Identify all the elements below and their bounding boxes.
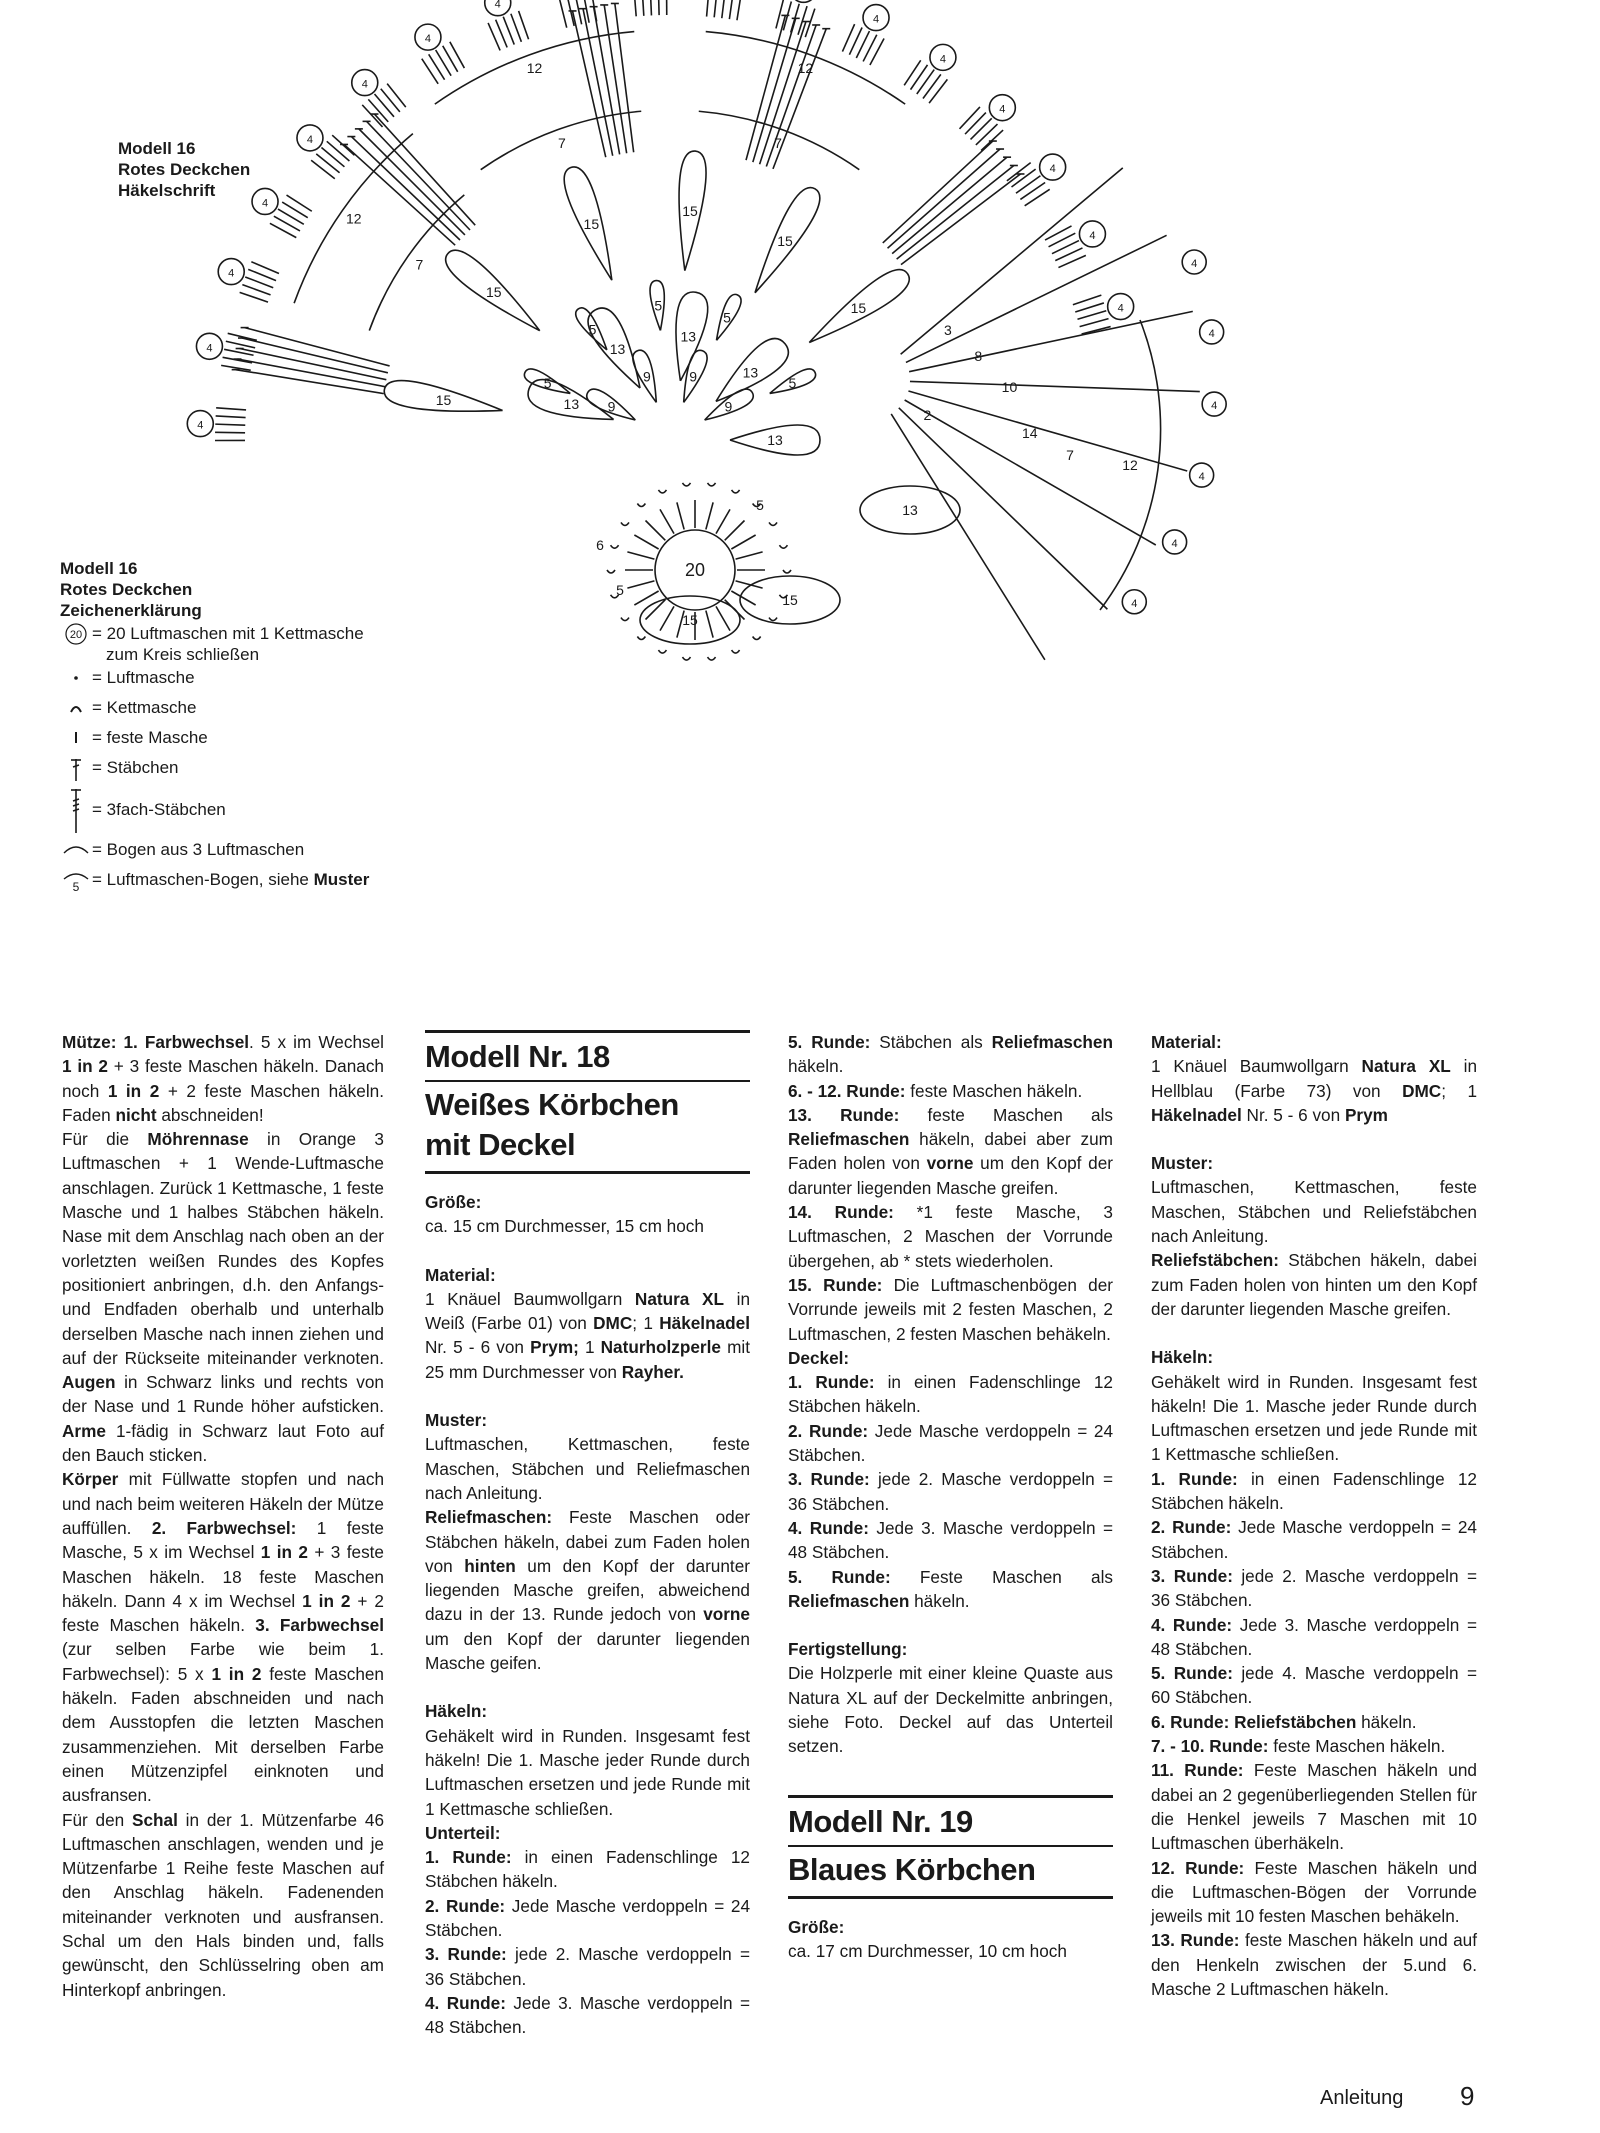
diagram-label: 7 [558, 135, 566, 152]
diagram-stroke [910, 381, 1200, 391]
triple-treble-icon [66, 787, 86, 835]
diagram-stroke [888, 149, 1001, 248]
diagram-stroke [575, 0, 581, 24]
diagram-label: 9 [643, 368, 651, 385]
diagram-stroke [929, 79, 947, 103]
diagram-label: 5 [588, 321, 597, 338]
diagram-label: 4 [1211, 400, 1218, 413]
diagram-stroke [287, 195, 312, 211]
diagram-stroke [660, 606, 674, 630]
diagram-stroke [646, 521, 666, 541]
diagram-stroke [981, 130, 1003, 150]
diagram-stroke [443, 46, 458, 72]
legend-text: = 20 Luftmaschen mit 1 Kettmasche [92, 624, 364, 643]
diagram-stroke [737, 0, 742, 20]
diagram-stroke [245, 328, 390, 366]
diagram-stroke [615, 3, 634, 152]
diagram-stroke [344, 144, 455, 245]
diagram-label: 15 [777, 232, 793, 249]
diagram-label: 4 [1198, 471, 1205, 484]
heading-line: Modell Nr. 18 [425, 1039, 610, 1074]
dot-icon [66, 667, 86, 687]
diagram-stroke [559, 0, 566, 28]
diagram-stroke [1073, 295, 1101, 305]
diagram-stroke [422, 59, 438, 84]
diagram-stroke [321, 148, 344, 167]
diagram-label: 15 [583, 215, 600, 232]
diagram-label: 15 [682, 202, 698, 219]
diagram-stroke [783, 570, 791, 573]
diagram-stroke [729, 0, 733, 19]
diagram-stroke [627, 552, 654, 559]
diagram-stroke [905, 400, 1156, 545]
diagram-stroke [682, 483, 690, 486]
diagram-stroke [904, 60, 921, 85]
diagram-stroke [351, 137, 460, 240]
diagram-label: 7 [1066, 447, 1074, 463]
diagram-stroke [909, 311, 1193, 371]
legend-item-chain [60, 667, 420, 697]
diagram-stroke [270, 223, 296, 237]
legend-title-line: Modell 16 [60, 559, 138, 578]
diagram-label: 4 [872, 13, 880, 26]
diagram-stroke [216, 416, 246, 418]
diagram-stroke [607, 570, 615, 573]
diagram-stroke [708, 657, 716, 660]
column-3-text-2: Größe: ca. 17 cm Durchmesser, 10 cm hoch [788, 1916, 1067, 1961]
diagram-label: 5 [756, 497, 764, 513]
legend-text: zum Kreis schließen [106, 645, 260, 664]
legend-text: = Bogen aus 3 Luftmaschen [92, 840, 305, 859]
diagram-label: 4 [1089, 229, 1096, 242]
diagram-stroke [901, 174, 1020, 265]
diagram-stroke [215, 424, 245, 425]
diagram-label: 5 [616, 582, 624, 598]
diagram-stroke [621, 618, 629, 621]
diagram-label: 13 [680, 328, 697, 345]
diagram-label: 15 [682, 612, 698, 628]
page-number: 9 [1460, 2081, 1475, 2111]
diagram-stroke [1080, 319, 1109, 327]
diagram-stroke [707, 0, 710, 17]
diagram-stroke [769, 618, 777, 621]
diagram-stroke [278, 209, 304, 224]
legend-text: = feste Masche [92, 728, 208, 747]
diagram-stroke [637, 503, 645, 506]
legend-text: = Luftmaschen-Bogen, siehe [92, 870, 314, 889]
legend-item-tr [60, 787, 420, 839]
diagram-label: 15 [435, 392, 452, 409]
legend-text: = Stäbchen [92, 758, 179, 777]
diagram-title-line: Rotes Deckchen [118, 160, 251, 179]
diagram-stroke [660, 509, 674, 533]
diagram-stroke [627, 581, 654, 588]
diagram-stroke [658, 490, 666, 493]
diagram-label: 4 [999, 103, 1006, 116]
svg-text:5: 5 [72, 880, 80, 894]
diagram-label: 5 [654, 297, 663, 314]
diagram-label: 15 [850, 300, 867, 317]
diagram-stroke [282, 202, 308, 218]
diagram-stroke [779, 545, 787, 548]
diagram-label: 13 [609, 341, 626, 358]
diagram-label: 5 [788, 374, 797, 391]
slip-stitch-icon [66, 697, 86, 717]
diagram-stroke [511, 14, 521, 42]
diagram-stroke [573, 11, 606, 157]
diagram-stroke [381, 89, 400, 112]
diagram-stroke [223, 357, 253, 362]
legend-item-ring [60, 623, 420, 667]
diagram-stroke [714, 0, 717, 17]
diagram-label: 8 [974, 347, 983, 364]
diagram-stroke [374, 114, 475, 225]
diagram-label: 7 [415, 256, 424, 273]
diagram-stroke [228, 333, 257, 340]
diagram-label: 4 [1049, 163, 1056, 176]
diagram-stroke [436, 50, 451, 76]
heading-line: Modell Nr. 19 [788, 1803, 973, 1839]
legend-title [60, 558, 420, 621]
heading-line: Weißes Körbchen [425, 1087, 679, 1122]
diagram-stroke [911, 65, 928, 90]
diagram-stroke [677, 502, 684, 529]
diagram-stroke [891, 414, 1045, 660]
diagram-label: 3 [944, 322, 952, 338]
diagram-stroke [706, 611, 713, 638]
diagram-stroke [519, 11, 529, 39]
legend-title-line: Rotes Deckchen [60, 580, 193, 599]
diagram-stroke [706, 502, 713, 529]
heading-line: Blaues Körbchen [788, 1851, 1036, 1887]
diagram-stroke [716, 509, 730, 533]
diagram-stroke [634, 0, 636, 16]
diagram-label: 9 [689, 368, 697, 385]
diagram-stroke [731, 591, 755, 605]
ring-symbol-icon [63, 623, 89, 645]
diagram-stroke [971, 118, 992, 139]
diagram-label: 12 [797, 59, 814, 76]
diagram-label: 13 [742, 364, 759, 381]
diagram-stroke [899, 408, 1108, 609]
diagram-stroke [387, 84, 406, 107]
column-3-text: 5. Runde: Stäbchen als Reliefmaschen häkeln. 6. - 12. Runde: feste Maschen häkeln. 13. Runde: feste Maschen als Reliefmaschen häkeln, dabei aber zum Faden holen von vorne um den Kopf der darunter liegenden Masche greifen. 14. Runde: *1 feste Masche, 3 Luftmaschen, 2 Maschen der Vorrunde übergehen, ab * stets wiederholen. 15. Runde: Die Luftmaschenbögen der Vorrunde jeweils mit 2 festen Maschen, 2 Luftmaschen, 2 festen Maschen behäkeln. Deckel: 1. Runde: in einen Fadenschlinge 12 Stäbchen häkeln. 2. Runde: Jede Masche verdoppeln = 24 Stäbchen. 3. Runde: jede 2. Masche verdoppeln = 36 Stäbchen. 4. Runde: Jede 3. Masche verdoppeln = 48 Stäbchen. 5. Runde: Feste Maschen als Reliefmaschen häkeln. Fertigstellung: Die Holzperle mit einer kleine Quaste aus Natura XL auf der Deckelmitte anbringen, siehe Foto. Deckel auf das Unterteil setzen. [788, 1032, 1114, 1757]
diagram-stroke [892, 157, 1007, 253]
diagram-stroke [215, 432, 245, 433]
diagram-label: 10 [1001, 379, 1018, 396]
model-19-heading [788, 1795, 1113, 1899]
diagram-label: 13 [902, 502, 918, 518]
diagram-stroke [960, 107, 980, 129]
diagram-label: 4 [1131, 597, 1138, 610]
diagram-stroke [591, 0, 596, 21]
double-crochet-icon [66, 757, 86, 783]
chain-arc-icon [62, 839, 90, 859]
diagram-label: 20 [684, 560, 706, 580]
diagram-label: 4 [261, 197, 269, 210]
diagram-label: 4 [939, 53, 946, 66]
diagram-stroke [965, 113, 986, 135]
diagram-label: 4 [424, 33, 431, 46]
diagram-stroke [1077, 311, 1106, 320]
diagram-stroke [732, 490, 740, 493]
diagram-label: 9 [724, 398, 733, 415]
diagram-stroke [1020, 182, 1045, 199]
legend-item-slip [60, 697, 420, 727]
diagram-label: 4 [361, 78, 368, 91]
model-18-heading [425, 1030, 750, 1174]
scallop [790, 0, 816, 2]
diagram-label: 15 [486, 284, 502, 301]
diagram-stroke [637, 637, 645, 640]
diagram-stroke [725, 521, 745, 541]
diagram-stroke [883, 141, 993, 243]
diagram-label: 12 [526, 59, 543, 76]
legend-title-line: Zeichenerklärung [60, 601, 202, 620]
column-4 [1151, 1030, 1477, 2001]
diagram-label: 7 [774, 135, 782, 152]
diagram-stroke [1016, 176, 1040, 193]
diagram-label: 4 [206, 342, 213, 355]
diagram-label: 5 [723, 309, 731, 326]
svg-text:20: 20 [69, 629, 83, 641]
legend-text-bold: Muster [313, 870, 370, 889]
footer-section: Anleitung [1320, 2087, 1404, 2109]
diagram-stroke [917, 70, 934, 94]
heading-line: mit Deckel [425, 1127, 576, 1162]
diagram-label: 13 [767, 432, 783, 448]
diagram-stroke [216, 408, 246, 410]
diagram-stroke [906, 235, 1167, 362]
diagram-stroke [332, 135, 354, 155]
diagram-stroke [908, 391, 1187, 471]
diagram-stroke [316, 154, 339, 173]
legend-text: = Kettmasche [92, 698, 197, 717]
diagram-label: 6 [596, 537, 604, 553]
diagram-stroke [240, 292, 268, 302]
diagram-stroke [611, 545, 619, 548]
diagram-stroke [1025, 189, 1050, 206]
diagram-stroke [1075, 303, 1104, 312]
diagram-label: 15 [782, 592, 798, 608]
diagram-title-line: Modell 16 [118, 139, 196, 158]
diagram-stroke [731, 535, 755, 549]
diagram-label: 4 [1117, 302, 1124, 315]
column-4-text: Material: 1 Knäuel Baumwollgarn Natura XL in Hellblau (Farbe 73) von DMC; 1 Häkelnadel Nr. 5 - 6 von Prym Muster: Luftmaschen, Kettmaschen, feste Maschen, Stäbchen und Reliefstäbchen nach Anleitung. Reliefstäbchen: Stäbchen häkeln, dabei zum Faden holen von hinten um den Kopf der darunter liegenden Masche greifen. Häkeln: Gehäkelt wird in Runden. Insgesamt fest häkeln! Die 1. Masche jeder Runde durch Luftmaschen ersetzen und jede Runde mit 1 Kettmasche schließen. 1. Runde: in einen Fadenschlinge 12 Stäbchen häkeln. 2. Runde: Jede Masche verdoppeln = 24 Stäbchen. 3. Runde: jede 2. Masche verdoppeln = 36 Stäbchen. 4. Runde: Jede 3. Masche verdoppeln = 48 Stäbchen. 5. Runde: jede 4. Masche verdoppeln = 60 Stäbchen. 6. Runde: Reliefstäbchen häkeln. 7. - 10. Runde: feste Maschen häkeln. 11. Runde: Feste Maschen häkeln und dabei an 2 gegenüberliegenden Stellen für die Henkel jeweils 7 Maschen mit 10 Luftmaschen überhäkeln. 12. Runde: Feste Maschen häkeln und die Luftmaschen-Bögen der Vorrunde jeweils mit 10 festen Maschen behäkeln. 13. Runde: feste Maschen häkeln und auf den Henkeln zwischen der 5.und 6. Masche 2 Luftmaschen häkeln. [1151, 1032, 1478, 1999]
diagram-label: 4 [306, 133, 314, 146]
diagram-stroke [722, 0, 726, 18]
legend-item-sc [60, 727, 420, 757]
diagram-stroke [736, 552, 763, 559]
diagram-title-line: Häkelschrift [118, 181, 216, 200]
diagram-label: 4 [1191, 258, 1198, 271]
diagram-stroke [658, 650, 666, 653]
diagram-label: 4 [1208, 327, 1215, 340]
diagram-label: 4 [494, 0, 501, 11]
diagram-stroke [753, 637, 761, 640]
diagram-stroke [682, 657, 690, 660]
legend-item-dc [60, 757, 420, 787]
diagram-stroke [923, 74, 941, 98]
diagram-stroke [242, 338, 388, 373]
diagram-label: 12 [1122, 457, 1138, 473]
column-2-text: Größe: ca. 15 cm Durchmesser, 15 cm hoch Material: 1 Knäuel Baumwollgarn Natura XL in Weiß (Farbe 01) von DMC; 1 Häkelnadel Nr. 5 - 6 von Prym; 1 Naturholzperle mit 25 mm Durchmesser von Rayher. Muster: Luftmaschen, Kettmaschen, feste Maschen, Stäbchen und Reliefmaschen nach Anleitung. Reliefmaschen: Feste Maschen oder Stäbchen häkeln, dabei zum Faden holen von hinten um den Kopf der darunter liegenden Masche greifen, abweichend dazu in der 13. Runde jedoch von vorne um den Kopf der darunter liegenden Masche geifen. Häkeln: Gehäkelt wird in Runden. Insgesamt fest häkeln! Die 1. Masche jeder Runde durch Luftmaschen ersetzen und jede Runde mit 1 Kettmasche schließen. Unterteil: 1. Runde: in einen Fadenschlinge 12 Stäbchen häkeln. 2. Runde: Jede Masche verdoppeln = 24 Stäbchen. 3. Runde: jede 2. Masche verdoppeln = 36 Stäbchen. 4. Runde: Jede 3. Masche verdoppeln = 48 Stäbchen. [425, 1192, 751, 2038]
diagram-stroke [716, 606, 730, 630]
numbered-arc-icon [62, 869, 90, 895]
diagram-stroke [769, 522, 777, 525]
diagram-stroke [732, 650, 740, 653]
diagram-label: 14 [1021, 425, 1038, 442]
diagram-stroke [362, 105, 382, 127]
legend-item-arc [60, 839, 420, 869]
diagram-label: 4 [1171, 537, 1178, 550]
diagram-stroke [634, 535, 658, 549]
diagram-stroke [274, 216, 300, 231]
legend-text: = Luftmasche [92, 668, 195, 687]
diagram-stroke [226, 341, 255, 348]
diagram-stroke [708, 483, 716, 486]
column-1 [62, 1030, 384, 2002]
diagram-label: 4 [197, 419, 204, 432]
diagram-label: 4 [228, 267, 235, 280]
column-2 [425, 1030, 750, 2040]
diagram-stroke [658, 0, 659, 15]
legend [60, 558, 420, 899]
diagram-stroke [429, 54, 445, 79]
diagram-label: 2 [923, 407, 932, 424]
single-crochet-icon [66, 727, 86, 747]
diagram-stroke [621, 522, 629, 525]
diagram-stroke [897, 165, 1014, 259]
diagram-stroke [311, 160, 335, 178]
diagram-label: 13 [563, 396, 580, 413]
diagram-label: 5 [543, 374, 552, 391]
diagram-stroke [650, 0, 651, 15]
diagram-stroke [367, 121, 470, 230]
legend-text: = 3fach-Stäbchen [92, 800, 226, 819]
diagram-stroke [359, 129, 465, 235]
column-1-text: Mütze: 1. Farbwechsel. 5 x im Wechsel 1 in 2 + 3 feste Maschen häkeln. Danach noch 1 in 2 + 2 feste Maschen häkeln. Faden nicht abschneiden! Für die Möhrennase in Orange 3 Luftmaschen + 1 Wende-Luftmasche anschlagen. Zurück 1 Kettmasche, 1 feste Masche und 1 halbes Stäbchen häkeln. Nase mit dem Anschlag nach oben an der vorletzten weißen Rundes des Kopfes positioniert anbringen, d.h. den Anfangs- und Endfaden oberhalb und unterhalb derselben Masche nach innen ziehen und auf der Rückseite miteinander verknoten. Augen in Schwarz links und rechts von der Nase und 1 Runde höher aufsticken. Arme 1-fädig in Schwarz laut Foto auf den Bauch sticken. Körper mit Füllwatte stopfen und nach und nach beim weiteren Häkeln der Mütze auffüllen. 2. Farbwechsel: 1 feste Masche, 5 x im Wechsel 1 in 2 + 3 feste Maschen häkeln. 18 feste Maschen häkeln. Dann 4 x im Wechsel 1 in 2 + 2 feste Maschen häkeln. 3. Farbwechsel (zur selben Farbe wie beim 1. Farbwechsel): 5 x 1 in 2 feste Maschen häkeln. Faden abschneiden und nach dem Ausstopfen die letzten Maschen zusammenziehen. Mit derselben Farbe einen Mützenzipfel einknoten und ausfransen. Für den Schal in der 1. Mützenfarbe 46 Luftmaschen anschlagen, wenden und je Mützenfarbe 1 Reihe feste Maschen auf den Anschlag häkeln. Fadenenden miteinander verknoten und ausfransen. Schal um den Hals binden und, falls gewünscht, den Schlüsselring oben am Hinterkopf anbringen. [62, 1032, 384, 2000]
diagram-stroke [450, 42, 465, 68]
diagram-label: 9 [607, 398, 616, 415]
diagram-label: 12 [346, 210, 362, 227]
diagram-stroke [642, 0, 644, 16]
diagram-stroke [242, 285, 270, 295]
legend-item-arc-number [60, 869, 420, 899]
column-3 [788, 1030, 1113, 1963]
